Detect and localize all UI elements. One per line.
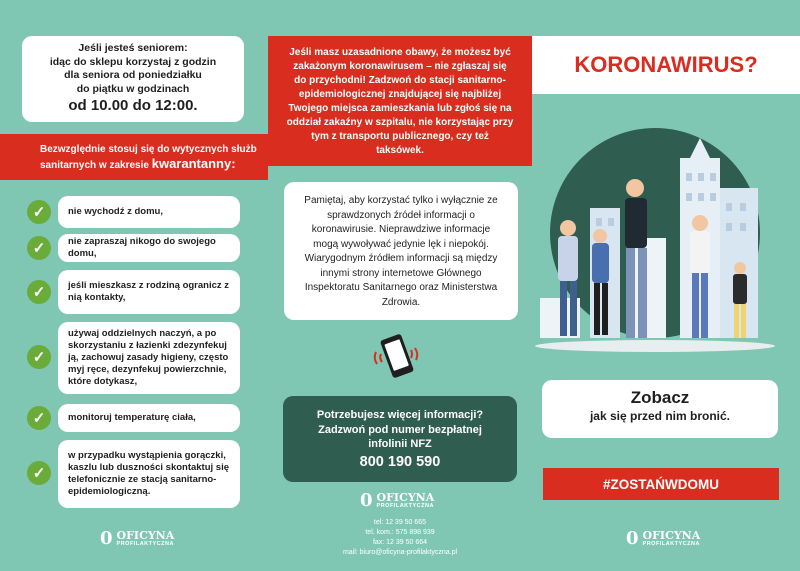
quarantine-line-2: sanitarnych w zakresie <box>40 160 149 171</box>
senior-line: Jeśli jesteś seniorem: <box>78 42 188 54</box>
oficyna-logo <box>360 490 434 511</box>
logo-name: OFICYNA <box>116 528 175 542</box>
rule-item: monitoruj temperaturę ciała, <box>58 404 240 432</box>
check-icon: ✓ <box>27 461 51 485</box>
logo-name: OFICYNA <box>376 490 435 504</box>
logo-icon: 0 <box>100 528 113 549</box>
page-title: KORONAWIRUS? <box>574 52 758 77</box>
city-people-illustration <box>530 118 780 360</box>
senior-line: do piątku w godzinach <box>76 82 190 95</box>
oficyna-logo <box>100 528 174 549</box>
remember-card: Pamiętaj, aby korzystać tylko i wyłącznie ze sprawdzonych źródeł informacji o koronawirusie. Nieprawdziwe informacje mogą wywoływać jedynie lęk i niepokój. Wiarygodnym źródłem informacji są między innymi strony internetowe Głównego Inspektoratu Sanitarnego oraz Ministerstwa Zdrowia. <box>284 182 518 320</box>
phone-icon <box>370 330 426 384</box>
logo-name: OFICYNA <box>642 528 701 542</box>
senior-line: idąc do sklepu korzystaj z godzin <box>49 55 217 68</box>
contact-line: fax: 12 39 50 664 <box>372 539 428 546</box>
logo-sub: PROFILAKTYCZNA <box>376 502 434 509</box>
warning-banner: Jeśli masz uzasadnione obawy, że możesz być zakażonym koronawirusem – nie zgłaszaj się do przychodni! Zadzwoń do stacji sanitarno-epidemiologicznej znajdującej się najbliżej Twojego miejsca zamieszkania lub zgłoś się na oddział zakaźny w szpitalu, nie korzystając przy tym z transportu publicznego, czy też taksówek. <box>268 36 532 166</box>
rule-item: nie wychodź z domu, <box>58 196 240 228</box>
contact-info <box>300 518 500 558</box>
check-icon: ✓ <box>27 280 51 304</box>
contact-line: mail: biuro@oficyna-profilaktyczna.pl <box>342 549 458 556</box>
check-icon: ✓ <box>27 200 51 224</box>
rule-item: nie zapraszaj nikogo do swojego domu, <box>58 234 240 262</box>
rule-item: jeśli mieszkasz z rodziną ogranicz z nią kontakty, <box>58 270 240 314</box>
check-icon: ✓ <box>27 236 51 260</box>
hotline-number[interactable]: 800 190 590 <box>359 453 441 470</box>
see-how-subtitle: jak się przed nim bronić. <box>589 409 731 423</box>
hashtag-banner: #ZOSTAŃWDOMU <box>543 468 779 500</box>
check-icon: ✓ <box>27 345 51 369</box>
quarantine-line-1: Bezwzględnie stosuj się do wytycznych służb <box>40 144 257 155</box>
logo-sub: PROFILAKTYCZNA <box>642 540 700 547</box>
info-line-3: infolinii NFZ <box>368 438 432 450</box>
contact-line: tel. kom.: 575 898 939 <box>365 529 435 536</box>
see-how-card <box>542 380 778 438</box>
title-box <box>532 36 800 94</box>
senior-info-card <box>22 36 244 122</box>
senior-hours: od 10.00 do 12:00. <box>68 97 198 114</box>
info-line-2: Zadzwoń pod numer bezpłatnej <box>318 423 482 436</box>
senior-line: dla seniora od poniedziałku <box>64 69 202 81</box>
logo-icon: 0 <box>626 528 639 549</box>
rule-item: w przypadku wystąpienia gorączki, kaszlu lub duszności skontaktuj się telefonicznie ze stacją sanitarno-epidemiologiczną. <box>58 440 240 508</box>
oficyna-logo <box>626 528 700 549</box>
info-card <box>283 396 517 482</box>
info-line-1: Potrzebujesz więcej informacji? <box>316 409 484 421</box>
see-how-title: Zobacz <box>630 388 690 407</box>
rule-item: używaj oddzielnych naczyń, a po skorzystaniu z łazienki zdezynfekuj ją, zachowuj zasady higieny, często myj ręce, dezynfekuj powierzchnie, które dotykasz, <box>58 322 240 394</box>
logo-sub: PROFILAKTYCZNA <box>116 540 174 547</box>
contact-line: tel: 12 39 50 665 <box>373 519 427 526</box>
logo-icon: 0 <box>360 490 373 511</box>
check-icon: ✓ <box>27 406 51 430</box>
quarantine-banner <box>0 134 268 180</box>
quarantine-keyword: kwarantanny: <box>151 156 236 171</box>
